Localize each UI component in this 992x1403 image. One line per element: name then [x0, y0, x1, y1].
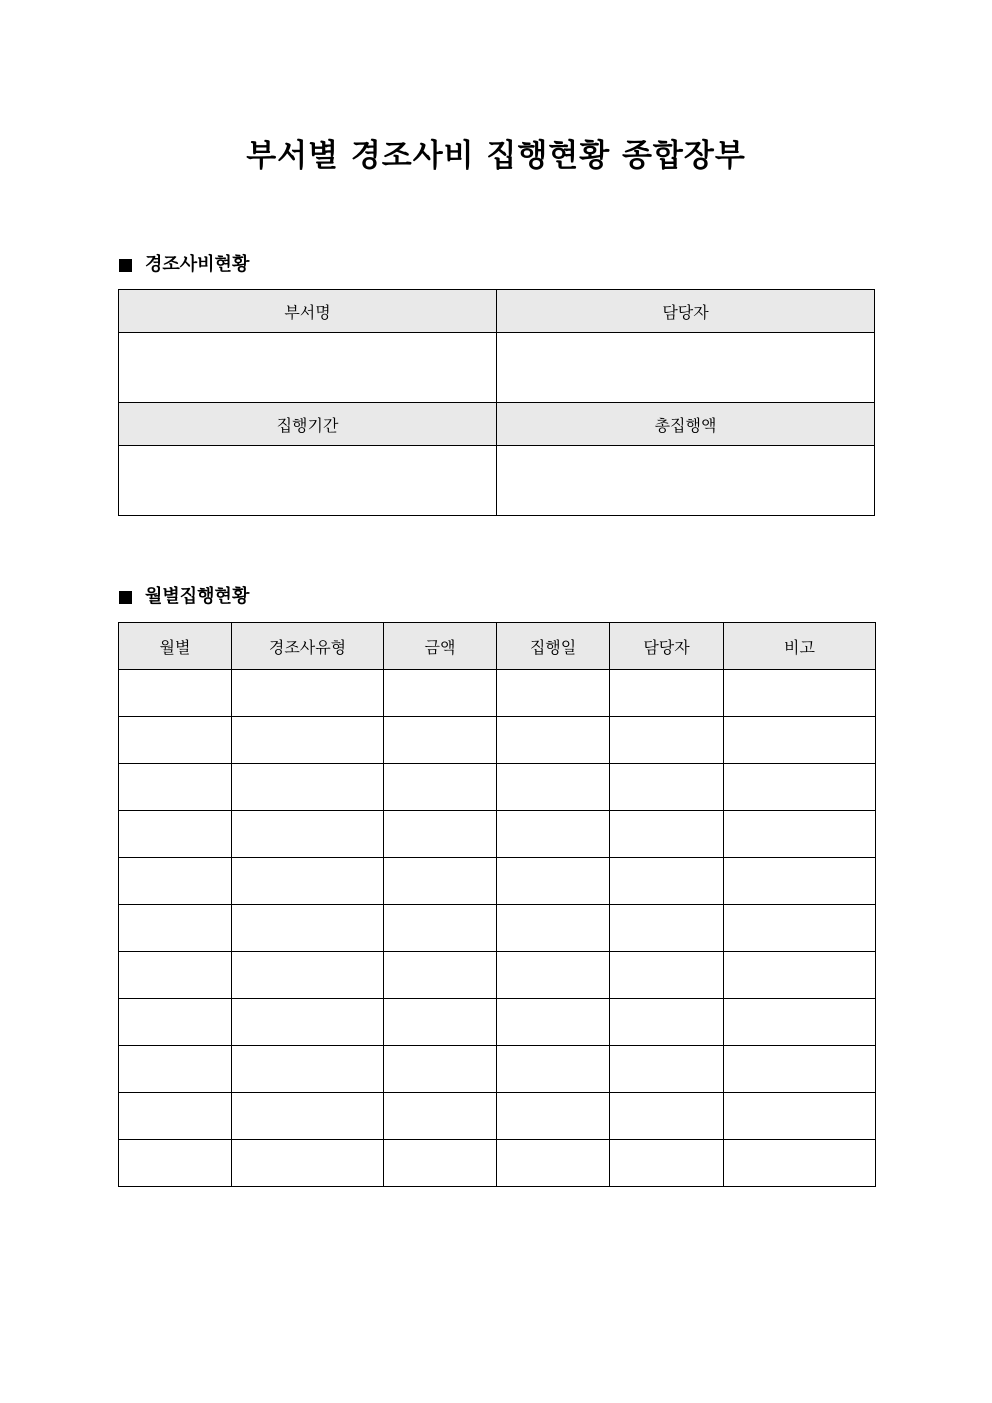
- cell-month[interactable]: [119, 999, 232, 1046]
- cell-manager[interactable]: [610, 670, 724, 717]
- cell-event-type[interactable]: [232, 952, 384, 999]
- cell-amount[interactable]: [384, 764, 497, 811]
- cell-execution-date[interactable]: [497, 670, 610, 717]
- cell-manager[interactable]: [610, 858, 724, 905]
- column-header-amount: 금액: [384, 623, 497, 670]
- cell-remarks[interactable]: [724, 999, 876, 1046]
- cell-month[interactable]: [119, 811, 232, 858]
- cell-month[interactable]: [119, 1140, 232, 1187]
- cell-remarks[interactable]: [724, 1140, 876, 1187]
- square-bullet-icon: [119, 259, 132, 272]
- cell-manager[interactable]: [610, 905, 724, 952]
- document-title: 부서별 경조사비 집행현황 종합장부: [246, 138, 746, 174]
- table-row: [119, 999, 876, 1046]
- summary-heading-text: 경조사비현황: [145, 254, 250, 275]
- cell-execution-date[interactable]: [497, 764, 610, 811]
- monthly-section-heading: [119, 585, 249, 609]
- cell-amount[interactable]: [384, 670, 497, 717]
- column-header-event-type: 경조사유형: [232, 623, 384, 670]
- cell-manager[interactable]: [610, 952, 724, 999]
- table-row: [119, 905, 876, 952]
- cell-amount[interactable]: [384, 1093, 497, 1140]
- monthly-table: [118, 622, 876, 1187]
- table-row: [119, 952, 876, 999]
- cell-event-type[interactable]: [232, 670, 384, 717]
- cell-remarks[interactable]: [724, 905, 876, 952]
- table-row: [119, 1140, 876, 1187]
- cell-remarks[interactable]: [724, 764, 876, 811]
- cell-event-type[interactable]: [232, 905, 384, 952]
- table-row: [119, 858, 876, 905]
- cell-manager[interactable]: [610, 999, 724, 1046]
- cell-amount[interactable]: [384, 905, 497, 952]
- period-field[interactable]: [119, 446, 497, 516]
- cell-month[interactable]: [119, 670, 232, 717]
- table-row: [119, 1046, 876, 1093]
- cell-month[interactable]: [119, 764, 232, 811]
- monthly-header-row: [119, 623, 876, 670]
- cell-execution-date[interactable]: [497, 717, 610, 764]
- cell-manager[interactable]: [610, 717, 724, 764]
- cell-amount[interactable]: [384, 952, 497, 999]
- cell-execution-date[interactable]: [497, 999, 610, 1046]
- square-bullet-icon: [119, 591, 132, 604]
- cell-remarks[interactable]: [724, 1093, 876, 1140]
- cell-month[interactable]: [119, 858, 232, 905]
- cell-amount[interactable]: [384, 811, 497, 858]
- table-row: [119, 1093, 876, 1140]
- cell-execution-date[interactable]: [497, 811, 610, 858]
- dept-name-label: 부서명: [119, 290, 497, 333]
- cell-month[interactable]: [119, 905, 232, 952]
- cell-execution-date[interactable]: [497, 952, 610, 999]
- cell-manager[interactable]: [610, 1140, 724, 1187]
- cell-month[interactable]: [119, 717, 232, 764]
- cell-amount[interactable]: [384, 1046, 497, 1093]
- column-header-month: 월별: [119, 623, 232, 670]
- manager-label: 담당자: [497, 290, 875, 333]
- total-amount-field[interactable]: [497, 446, 875, 516]
- cell-manager[interactable]: [610, 1093, 724, 1140]
- cell-remarks[interactable]: [724, 670, 876, 717]
- cell-event-type[interactable]: [232, 1140, 384, 1187]
- monthly-body: [119, 670, 876, 1187]
- cell-event-type[interactable]: [232, 858, 384, 905]
- monthly-heading-text: 월별집행현황: [145, 586, 250, 607]
- cell-month[interactable]: [119, 952, 232, 999]
- period-label: 집행기간: [119, 403, 497, 446]
- cell-execution-date[interactable]: [497, 1046, 610, 1093]
- table-row: [119, 764, 876, 811]
- manager-field[interactable]: [497, 333, 875, 403]
- cell-amount[interactable]: [384, 999, 497, 1046]
- cell-event-type[interactable]: [232, 1046, 384, 1093]
- table-row: [119, 717, 876, 764]
- cell-amount[interactable]: [384, 1140, 497, 1187]
- cell-execution-date[interactable]: [497, 905, 610, 952]
- dept-name-field[interactable]: [119, 333, 497, 403]
- cell-amount[interactable]: [384, 858, 497, 905]
- cell-event-type[interactable]: [232, 999, 384, 1046]
- cell-month[interactable]: [119, 1046, 232, 1093]
- cell-event-type[interactable]: [232, 764, 384, 811]
- cell-remarks[interactable]: [724, 858, 876, 905]
- cell-remarks[interactable]: [724, 811, 876, 858]
- cell-event-type[interactable]: [232, 1093, 384, 1140]
- table-row: [119, 811, 876, 858]
- cell-amount[interactable]: [384, 717, 497, 764]
- cell-execution-date[interactable]: [497, 1093, 610, 1140]
- total-amount-label: 총집행액: [497, 403, 875, 446]
- table-row: [119, 670, 876, 717]
- column-header-execution-date: 집행일: [497, 623, 610, 670]
- column-header-manager: 담당자: [610, 623, 724, 670]
- cell-execution-date[interactable]: [497, 858, 610, 905]
- cell-execution-date[interactable]: [497, 1140, 610, 1187]
- cell-month[interactable]: [119, 1093, 232, 1140]
- cell-event-type[interactable]: [232, 811, 384, 858]
- summary-section-heading: [119, 253, 249, 277]
- column-header-remarks: 비고: [724, 623, 876, 670]
- cell-manager[interactable]: [610, 764, 724, 811]
- cell-remarks[interactable]: [724, 717, 876, 764]
- cell-remarks[interactable]: [724, 952, 876, 999]
- cell-remarks[interactable]: [724, 1046, 876, 1093]
- cell-manager[interactable]: [610, 1046, 724, 1093]
- summary-table: [118, 289, 875, 516]
- cell-manager[interactable]: [610, 811, 724, 858]
- cell-event-type[interactable]: [232, 717, 384, 764]
